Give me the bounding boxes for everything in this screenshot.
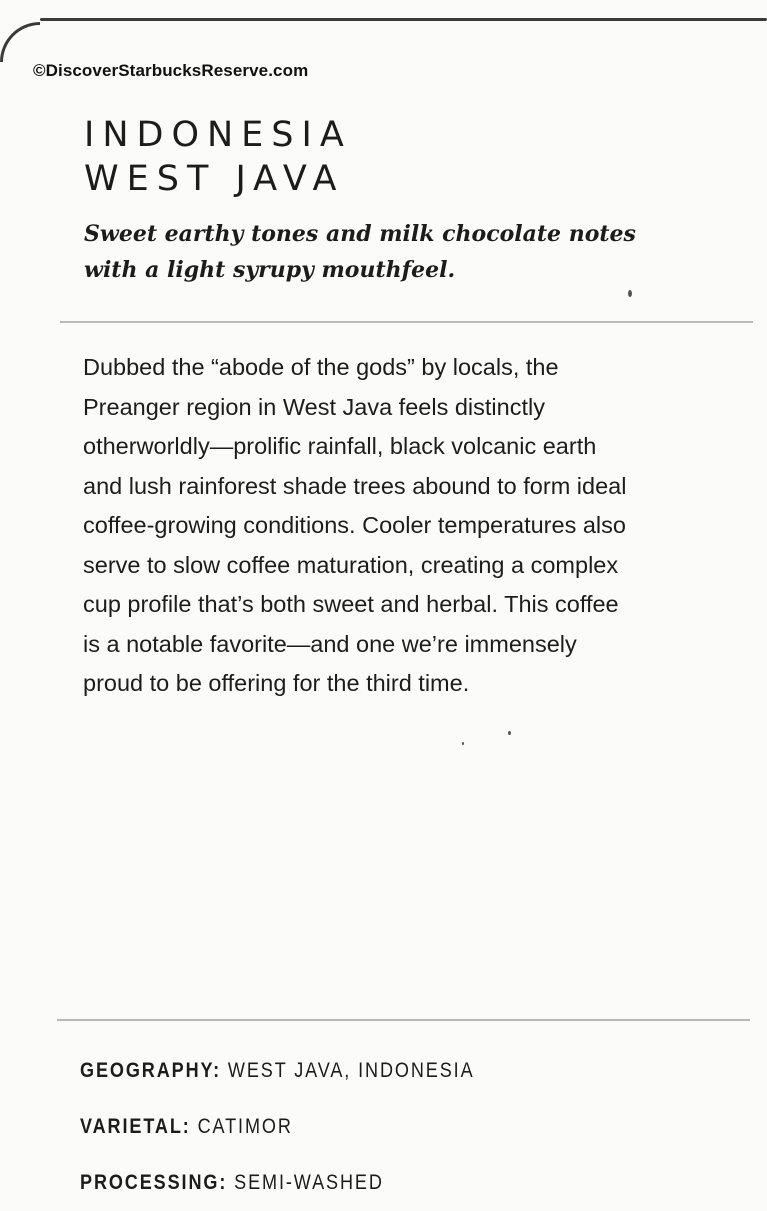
- divider-top: [60, 321, 753, 323]
- title-line-region: WEST JAVA: [84, 159, 345, 199]
- fact-label: GEOGRAPHY:: [80, 1059, 222, 1082]
- description-line: Dubbed the “abode of the gods” by locals, the: [83, 354, 559, 380]
- card-corner-edge: [0, 22, 40, 62]
- description-line: serve to slow coffee maturation, creating a complex: [83, 551, 619, 578]
- fact-value: WEST JAVA, INDONESIA: [227, 1059, 475, 1082]
- watermark: ©DiscoverStarbucksReserve.com: [33, 61, 309, 80]
- tagline-line: Sweet earthy tones and milk chocolate notes: [84, 221, 636, 247]
- description-line: and lush rainforest shade trees abound to form ideal: [83, 472, 627, 499]
- coffee-description: [83, 348, 743, 704]
- coffee-facts: [80, 1055, 475, 1211]
- fact-processing: [80, 1167, 475, 1211]
- fact-label: VARIETAL:: [80, 1115, 191, 1138]
- scan-speck: [462, 742, 464, 745]
- fact-label: PROCESSING:: [80, 1171, 228, 1194]
- description-line: cup profile that’s both sweet and herbal. This coffee: [83, 591, 619, 617]
- fact-value: CATIMOR: [197, 1115, 293, 1138]
- description-line: is a notable favorite—and one we’re immensely: [83, 630, 577, 657]
- divider-bottom: [57, 1019, 750, 1021]
- description-line: otherworldly—prolific rainfall, black volcanic earth: [83, 433, 597, 459]
- title-line-country: INDONESIA: [84, 115, 352, 155]
- card-top-edge: [40, 18, 767, 21]
- description-line: proud to be offering for the third time.: [83, 670, 470, 696]
- description-line: coffee-growing conditions. Cooler temperatures also: [83, 512, 626, 538]
- fact-varietal: [80, 1111, 475, 1167]
- coffee-title: [84, 113, 352, 201]
- fact-value: SEMI-WASHED: [234, 1171, 384, 1194]
- description-line: Preanger region in West Java feels distinctly: [83, 393, 545, 420]
- tasting-tagline: [84, 216, 704, 288]
- tagline-line: with a light syrupy mouthfeel.: [84, 257, 456, 283]
- scan-speck: [628, 290, 632, 297]
- scan-speck: [508, 731, 511, 735]
- fact-geography: [80, 1055, 475, 1111]
